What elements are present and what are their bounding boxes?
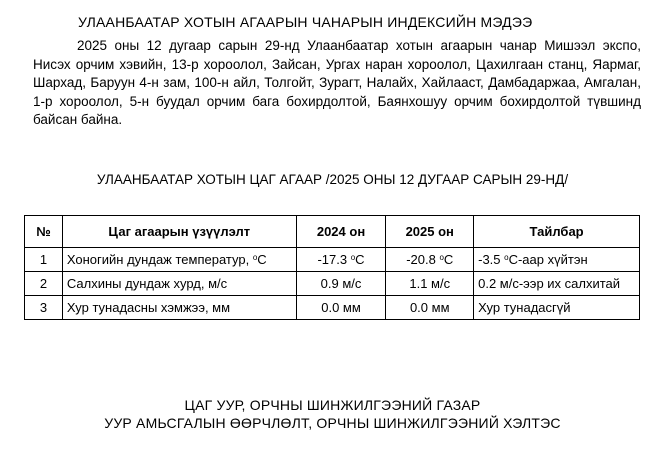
degree-sup: о bbox=[252, 253, 258, 262]
row-note bbox=[474, 248, 640, 272]
table-row bbox=[25, 248, 640, 272]
row-2025-value: 0.0 мм bbox=[386, 296, 474, 320]
row-number: 3 bbox=[25, 296, 63, 320]
note-value: -3.5 bbox=[478, 252, 501, 267]
degree-sup: о bbox=[350, 253, 356, 262]
indicator-text: Хоногийн дундаж температур, bbox=[66, 252, 253, 267]
row-indicator bbox=[62, 248, 296, 272]
weather-title: УЛААНБААТАР ХОТЫН ЦАГ АГААР /2025 ОНЫ 12 ДУГААР САРЫН 29-НД/ bbox=[96, 172, 569, 187]
row-2024-value bbox=[296, 248, 386, 272]
header-2024: 2024 он bbox=[296, 216, 386, 248]
row-indicator: Салхины дундаж хурд, м/с bbox=[62, 272, 296, 296]
row-note: Хур тунадасгүй bbox=[474, 296, 640, 320]
header-note: Тайлбар bbox=[474, 216, 640, 248]
header-2025: 2025 он bbox=[386, 216, 474, 248]
value-text: -17.3 bbox=[317, 252, 348, 267]
table-header-row bbox=[25, 216, 640, 248]
footer-line-agency: ЦАГ УУР, ОРЧНЫ ШИНЖИЛГЭЭНИЙ ГАЗАР bbox=[184, 397, 481, 413]
header-indicator: Цаг агаарын үзүүлэлт bbox=[62, 216, 296, 248]
table-row bbox=[25, 296, 640, 320]
footer-line-department: УУР АМЬСГАЛЫН ӨӨРЧЛӨЛТ, ОРЧНЫ ШИНЖИЛГЭЭНИЙ ХЭЛТЭС bbox=[104, 415, 561, 431]
row-note: 0.2 м/с-ээр их салхитай bbox=[474, 272, 640, 296]
row-2024-value: 0.0 мм bbox=[296, 296, 386, 320]
unit-text: С bbox=[257, 252, 267, 267]
row-number: 2 bbox=[25, 272, 63, 296]
row-number: 1 bbox=[25, 248, 63, 272]
air-quality-paragraph: 2025 оны 12 дугаар сарын 29-нд Улаанбаатар хотын агаарын чанар Мишээл экспо, Нисэх орчим хэвийн, 13-р хороолол, Зайсан, Ургах наран хороолол, Цахилгаан станц, Яармаг, Шархад, Баруун 4-н зам, 100-н айл, Толгойт, Зурагт, Налайх, Хайлааст, Дамбадаржаа, Амгалан, 1-р хороолол, 5-н буудал орчим бага бохирдолтой, Баянхошуу орчим бохирдолтой түвшинд байсан байна. bbox=[33, 38, 641, 127]
footer-organization bbox=[0, 396, 665, 432]
degree-sup: о bbox=[504, 253, 509, 262]
unit-text: С bbox=[355, 252, 365, 267]
document-title: УЛААНБААТАР ХОТЫН АГААРЫН ЧАНАРЫН ИНДЕКСИЙН МЭДЭЭ bbox=[78, 14, 533, 30]
row-indicator: Хур тунадасны хэмжээ, мм bbox=[62, 296, 296, 320]
row-2025-value bbox=[386, 248, 474, 272]
row-2024-value: 0.9 м/с bbox=[296, 272, 386, 296]
row-2025-value: 1.1 м/с bbox=[386, 272, 474, 296]
table-row bbox=[25, 272, 640, 296]
unit-text: С bbox=[443, 252, 454, 267]
value-text: -20.8 bbox=[406, 252, 436, 267]
note-text: С-аар хүйтэн bbox=[508, 252, 588, 267]
header-number: № bbox=[25, 216, 63, 248]
weather-table bbox=[24, 215, 640, 320]
degree-sup: о bbox=[439, 253, 444, 262]
